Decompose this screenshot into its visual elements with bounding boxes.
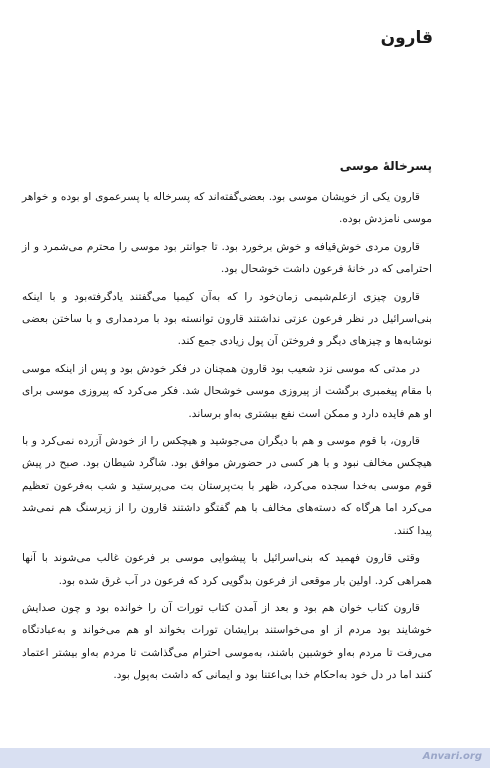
section-title: پسرخالۀ موسی [339, 159, 432, 173]
page-title: قارون [380, 28, 433, 48]
paragraph: در مدتی که موسی نزد شعیب بود قارون همچنان در فکر خودش بود و پس از اینکه موسی با مقام پیغمبری برگشت از پیروزی موسی خوشحال شد. فکر می‌کرد که پیروزی موسی برای او هم فایده دارد و ممکن است نفع بیشتری به‌او برساند. [22, 362, 432, 420]
paragraph: وقتی قارون فهمید که بنی‌اسرائیل با پیشوایی موسی بر فرعون غالب می‌شوند با آنها همراهی کرد. اولین بار موقعی از فرعون بدگویی کرد که فرعون در آب غرق شده بود. [22, 552, 432, 587]
paragraph: قارون یکی از خویشان موسی بود. بعضی‌گفته‌اند که پسرخاله یا پسرعموی او بوده و خواهر موسی نامزدش بوده. [22, 191, 432, 226]
footer-bar [0, 748, 490, 768]
paragraph: قارون چیزی ازعلم‌شیمی زمان‌خود را که به‌آن کیمیا می‌گفتند یادگرفته‌بود و با اینکه بنی‌اسرائیل در نظر فرعون عزتی نداشتند قارون توانسته بود با مردمداری و با ساختن بعضی نوشابه‌ها و چیزهای دیگر و فروختن آن پول زیادی جمع کند. [22, 290, 432, 348]
paragraph: قارون مردی خوش‌قیافه و خوش برخورد بود. تا جوانتر بود موسی را محترم می‌شمرد و از احترامی که در خانۀ فرعون داشت خوشحال بود. [22, 240, 432, 276]
watermark: Anvari.org [422, 751, 482, 762]
paragraph: قارون، با قوم موسی و هم با دیگران می‌جوشید و هیچکس را از خودش آزرده نمی‌کرد و با هیچکس مخالف نبود و با هر کسی در حضورش موافق بود. شاگرد شیطان بود. صبح در پیش قوم موسی به‌خدا سجده می‌کرد، ظهر با بت‌پرستان بت می‌پرستید و شب به‌فرعون تعظیم می‌کرد اما هرگاه که دسته‌های مخالف با هم گفتگو داشتند قارون را از زیرسنگ هم نمی‌شد پیدا کنند. [22, 435, 432, 537]
paragraph: قارون کتاب خوان هم بود و بعد از آمدن کتاب تورات آن را خوانده بود و چون صدایش خوشایند بود مردم از او می‌خواستند برایشان تورات بخواند او هم می‌خواند و به‌عبادتگاه می‌رفت تا مردم به‌او خوشبین باشند، به‌موسی احترام می‌گذاشت تا مردم به‌او بیشتر اعتماد کنند اما در دل خود به‌احکام خدا بی‌اعتنا بود و ایمانی که داشت به‌پول بود. [22, 601, 432, 682]
body-text [22, 186, 432, 692]
